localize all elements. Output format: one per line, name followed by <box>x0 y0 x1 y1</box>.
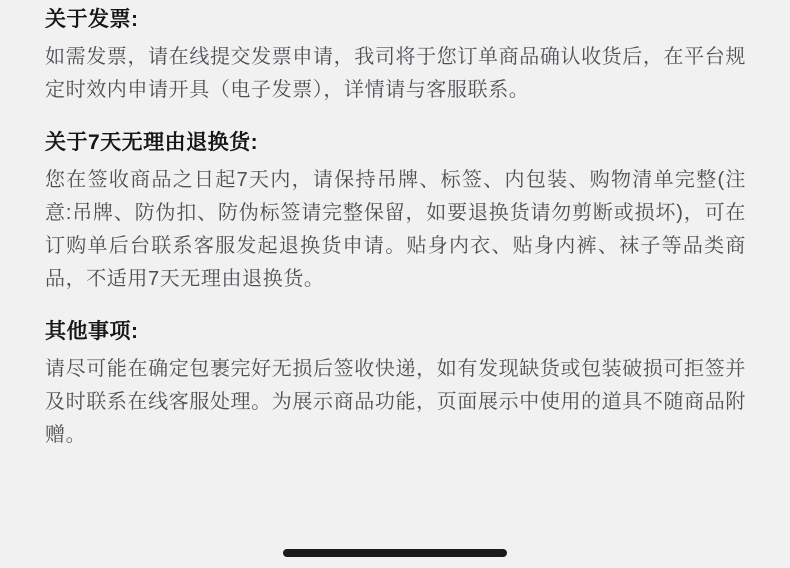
home-indicator[interactable] <box>283 549 507 557</box>
other-section-heading: 其他事项: <box>45 320 139 343</box>
returns-section-heading: 关于7天无理由退换货: <box>45 131 259 154</box>
section-returns <box>45 129 746 296</box>
invoice-section-heading: 关于发票: <box>45 8 139 31</box>
returns-section-body: 您在签收商品之日起7天内，请保持吊牌、标签、内包装、购物清单完整(注意:吊牌、防伪扣、防伪标签请完整保留，如要退换货请勿剪断或损坏)，可在订购单后台联系客服发起退换货申请。贴身内衣、贴身内裤、袜子等品类商品，不适用7天无理由退换货。 <box>45 169 746 290</box>
invoice-section-body: 如需发票，请在线提交发票申请，我司将于您订单商品确认收货后，在平台规定时效内申请开具（电子发票），详情请与客服联系。 <box>45 46 746 101</box>
section-other <box>45 318 746 452</box>
other-section-body: 请尽可能在确定包裹完好无损后签收快递，如有发现缺货或包装破损可拒签并及时联系在线客服处理。为展示商品功能，页面展示中使用的道具不随商品附赠。 <box>45 358 746 446</box>
section-invoice <box>45 6 746 107</box>
